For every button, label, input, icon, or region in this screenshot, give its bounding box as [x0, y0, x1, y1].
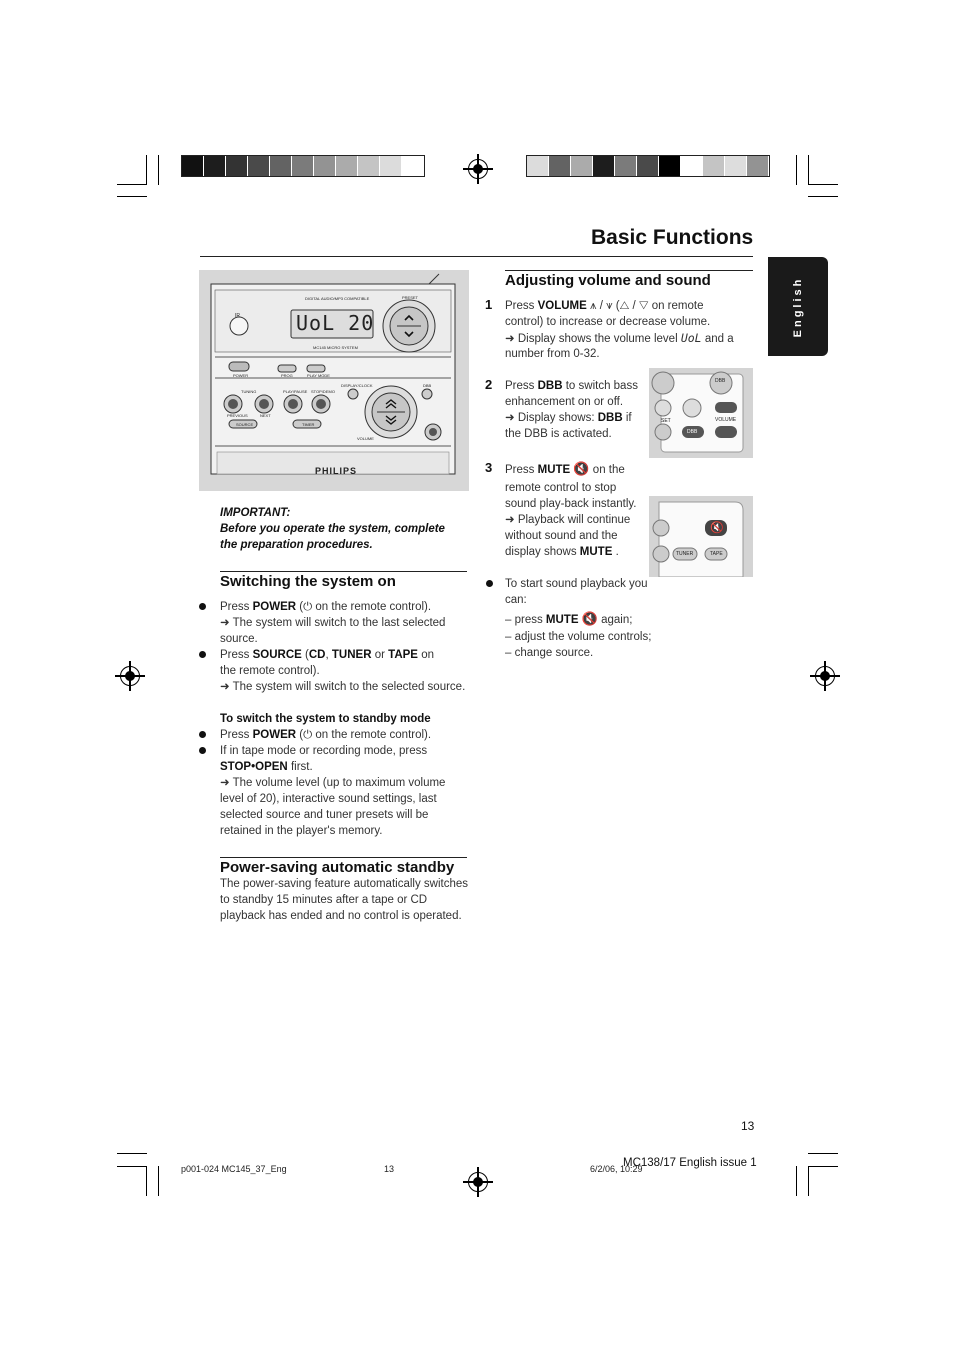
remote-illustration-mute [649, 496, 753, 577]
crop-mark [808, 1153, 838, 1154]
language-tab-label: English [792, 276, 804, 338]
crop-mark [158, 155, 159, 185]
volume-dash-3: – change source. [505, 647, 594, 659]
page-title: Basic Functions [591, 226, 754, 249]
device-previous-label: PREVIOUS [227, 413, 248, 418]
step-number: 1 [485, 297, 493, 312]
switching-heading: Switching the system on [220, 573, 396, 590]
power-saving-line-1: The power-saving feature automatically switches [220, 878, 469, 890]
volume-step2-line-2: enhancement on or off. [505, 396, 624, 408]
volume-step3-line-1: Press MUTE 🔇 on the [505, 461, 625, 476]
device-timer-label: TIMER [302, 422, 315, 427]
volume-step1-line-3: ➜ Display shows the volume level UoL and a [505, 331, 734, 345]
volume-step3-line-4: ➜ Playback will continue [505, 514, 631, 526]
remote-illustration-dbb [649, 368, 753, 458]
registration-mark [468, 1172, 488, 1192]
device-dbb-label: DBB [423, 383, 432, 388]
important-text-2: the preparation procedures. [220, 539, 373, 551]
volume-step2-line-3: ➜ Display shows: DBB if [505, 412, 632, 424]
volume-dash-2: – adjust the volume controls; [505, 631, 652, 643]
crop-mark [808, 155, 809, 185]
device-drawing [199, 270, 469, 491]
power-saving-line-3: playback has ended and no control is operated. [220, 910, 462, 922]
remote-tuner-label: TUNER [676, 551, 694, 557]
device-next-label: NEXT [260, 413, 271, 418]
bullet [199, 603, 206, 610]
device-volume-label: VOLUME [357, 436, 374, 441]
device-ir-label: IR [235, 313, 240, 319]
registration-mark [120, 666, 140, 686]
device-power-label: POWER [233, 373, 249, 378]
language-tab [768, 257, 828, 356]
crop-mark [117, 196, 147, 197]
remote-volume-label: VOLUME [715, 417, 737, 423]
volume-step2-line-4: the DBB is activated. [505, 428, 612, 440]
registration-mark [468, 159, 488, 179]
crop-mark [808, 184, 838, 185]
crop-mark [117, 1166, 147, 1167]
device-model: MC145 MICRO SYSTEM [313, 345, 358, 350]
device-tuning-label: TUNING [241, 389, 257, 394]
device-brand: PHILIPS [315, 466, 358, 474]
bullet [199, 731, 206, 738]
page-number: 13 [741, 1119, 755, 1133]
standby-line-6: selected source and tuner presets will be [220, 809, 429, 821]
bullet [199, 747, 206, 754]
switching-line-2: ➜ The system will switch to the last selected [220, 617, 446, 629]
volume-step2-line-1: Press DBB to switch bass [505, 380, 638, 392]
volume-step3-line-5: without sound and the [505, 530, 618, 542]
step-number: 3 [485, 460, 493, 475]
switching-line-6: ➜ The system will switch to the selected source. [220, 681, 466, 693]
section-rule [220, 857, 467, 858]
volume-dash-1: – press MUTE 🔇 again; [505, 611, 633, 626]
crop-mark [808, 1166, 809, 1196]
registration-mark [815, 666, 835, 686]
grayscale-bar-right [526, 155, 770, 177]
volume-step3-line-2: remote control to stop [505, 482, 617, 494]
footer-date: 6/2/06, 10:29 [590, 1164, 643, 1174]
step-number: 2 [485, 377, 493, 392]
volume-step3-line-3: sound play-back instantly. [505, 498, 637, 510]
standby-heading: To switch the system to standby mode [220, 713, 431, 725]
crop-mark [808, 1166, 838, 1167]
mute-icon: 🔇 [573, 461, 590, 476]
device-prog-label: PROG [281, 373, 293, 378]
remote-tape-label: TAPE [710, 551, 723, 557]
important-label: IMPORTANT: [220, 507, 291, 519]
volume-bullet-line-1: To start sound playback you [505, 578, 648, 590]
device-stopdemo-label: STOP/DEMO [311, 389, 335, 394]
crop-mark [117, 1153, 147, 1154]
footer-issue: MC138/17 English issue 1 [623, 1157, 757, 1169]
volume-step1-line-4: number from 0-32. [505, 348, 600, 360]
device-displayclock-label: DISPLAY/CLOCK [341, 383, 373, 388]
power-saving-line-2: to standby 15 minutes after a tape or CD [220, 894, 428, 906]
volume-bullet-line-2: can: [505, 594, 527, 606]
volume-step1-line-2: control) to increase or decrease volume. [505, 316, 711, 328]
standby-line-5: level of 20), interactive sound settings, last [220, 793, 437, 805]
switching-line-5: the remote control). [220, 665, 320, 677]
standby-line-1: Press POWER (⏻ on the remote control). [220, 729, 432, 741]
device-playmode-label: PLAY MODE [307, 373, 330, 378]
standby-line-2: If in tape mode or recording mode, press [220, 745, 428, 757]
device-display: UoL 20 [296, 311, 375, 335]
footer-file: p001-024 MC145_37_Eng [181, 1164, 287, 1174]
device-preset-label: PRESET [402, 295, 419, 300]
footer-page: 13 [384, 1164, 395, 1174]
bullet [199, 651, 206, 658]
title-rule [200, 256, 753, 257]
crop-mark [146, 155, 147, 185]
crop-mark [796, 1166, 797, 1196]
section-rule [220, 571, 467, 572]
device-playpause-label: PLAY/PAUSE [283, 389, 308, 394]
remote-dbb-button-label: DBB [687, 429, 698, 435]
standby-line-7: retained in the player's memory. [220, 825, 383, 837]
volume-heading: Adjusting volume and sound [505, 272, 711, 289]
volume-step1-line-1: Press VOLUME ⩚ / ⩛ (△ / ▽ on remote [505, 300, 704, 312]
remote-drawing [649, 496, 753, 577]
remote-mute-icon: 🔇 [710, 522, 724, 534]
crop-mark [158, 1166, 159, 1196]
mute-icon: 🔇 [581, 611, 598, 626]
crop-mark [796, 155, 797, 185]
power-saving-heading: Power-saving automatic standby [220, 859, 455, 876]
important-text-1: Before you operate the system, complete [220, 523, 445, 535]
device-source-label: SOURCE [236, 422, 254, 427]
crop-mark [146, 1166, 147, 1196]
grayscale-bar-left [181, 155, 425, 177]
volume-step3-line-6: display shows MUTE . [505, 546, 619, 558]
remote-set-label: SET [661, 418, 671, 424]
device-top-text: DIGITAL AUDIO/MP3 COMPATIBLE [305, 296, 370, 301]
switching-line-1: Press POWER (⏻ on the remote control). [220, 601, 432, 613]
standby-line-3: STOP•OPEN first. [220, 761, 313, 773]
remote-drawing [649, 368, 753, 458]
crop-mark [117, 184, 147, 185]
bullet [486, 580, 493, 587]
crop-mark [808, 196, 838, 197]
switching-line-3: source. [220, 633, 258, 645]
device-illustration [199, 270, 469, 491]
remote-dbb-top-label: DBB [715, 378, 726, 384]
standby-line-4: ➜ The volume level (up to maximum volume [220, 777, 446, 789]
section-rule [505, 270, 753, 271]
switching-line-4: Press SOURCE (CD, TUNER or TAPE on [220, 649, 434, 661]
